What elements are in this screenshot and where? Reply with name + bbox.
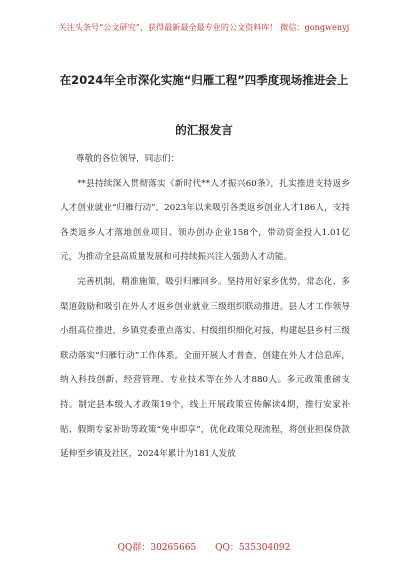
footer-contact	[0, 540, 408, 553]
document-title-continued: 的汇报发言	[175, 123, 233, 137]
qq-number: QQ：535304092	[215, 543, 291, 553]
document-body	[60, 147, 350, 467]
paragraph: **县持续深入贯彻落实《新时代**人才振兴60条》，扎实推进支持返乡人才创业就业“归雁行动”，2023年以来吸引各类返乡创业人才186人，支持各类返乡人才落地创业项目、领办创办企业158个，带动资金投入1.01亿元，为推动全县高质量发展和可持续振兴注入强劲人才动能。	[60, 178, 350, 263]
qq-group-number: QQ群：30265665	[117, 543, 197, 553]
salutation: 尊敬的各位领导，同志们：	[76, 154, 180, 164]
header-note: 关注头条号“公文研究”，获得最新最全最专业的公文资料库！ 微信：gongwenyj	[58, 23, 350, 32]
document-title: 在2024年全市深化实施“归雁工程”四季度现场推进会上	[59, 73, 349, 87]
paragraph: 完善机制，精准施策，吸引归雁回乡。坚持用好家乡优势，常态化、多渠道鼓励和吸引在外人才返乡创业就业三级组织联动推进。县人才工作领导小组高位推进，乡镇党委重点落实、村级组织细化对接，构建起县乡村三级联动落实“归雁行动”工作体系。全面开展人才普查，创建在外人才信息库，纳入科技创新、经营管理、专业技术等在外人才880人。多元政策重磅支持。制定县本级人才政策19个，线上开展政策宣传解读4期，推行安家补贴、假期专家补助等政策“免申即享”，优化政策兑现流程，将创业担保贷款延伸至乡镇及社区，2024年累计为181人发放	[60, 276, 350, 460]
